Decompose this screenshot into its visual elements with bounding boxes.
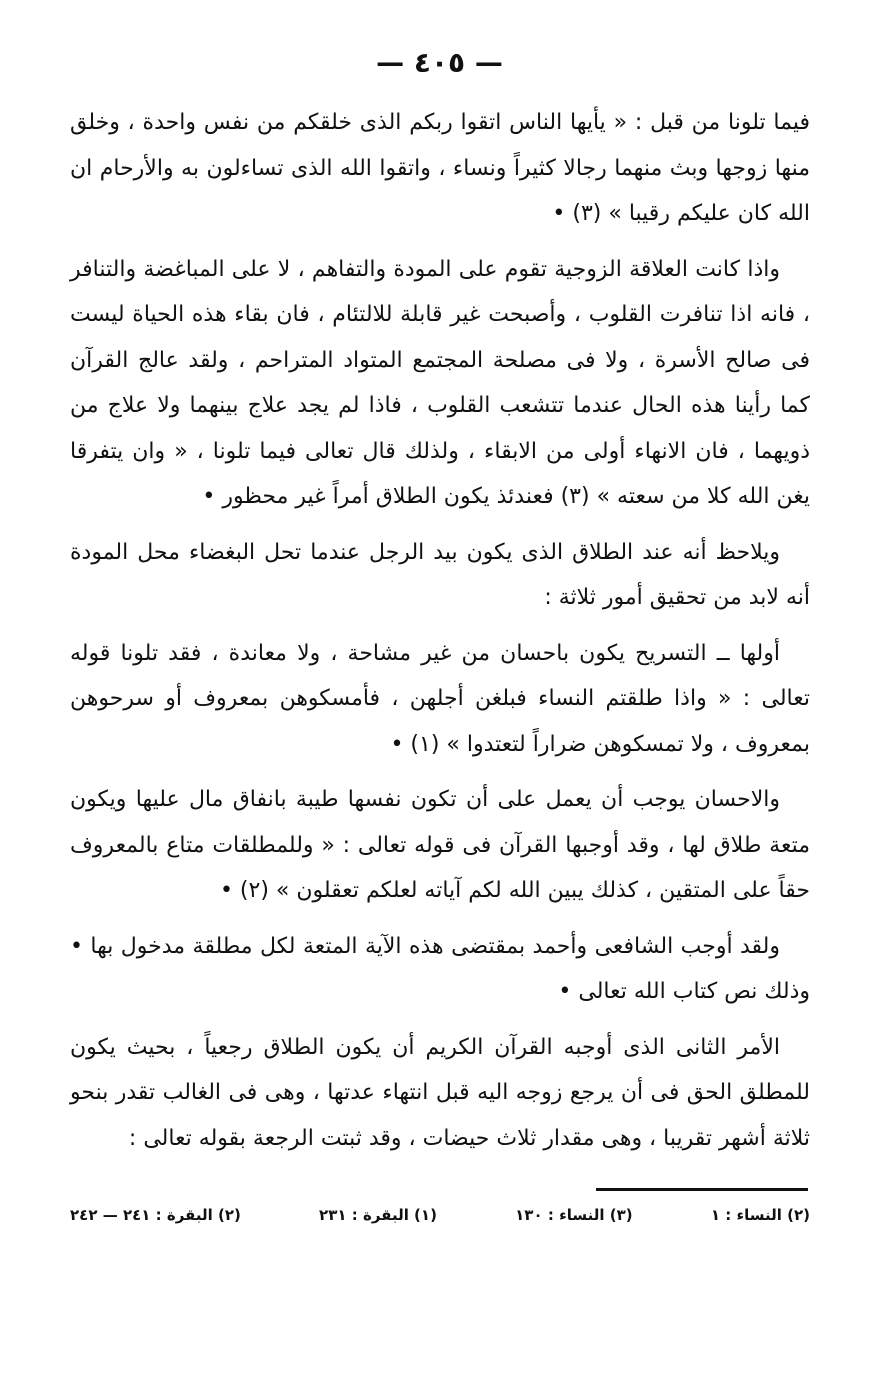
- paragraph: ولقد أوجب الشافعى وأحمد بمقتضى هذه الآية المتعة لكل مطلقة مدخول بها • وذلك نص كتاب الله تعالى •: [70, 933, 810, 1004]
- footnote-divider: [596, 1188, 808, 1191]
- paragraph: ويلاحظ أنه عند الطلاق الذى يكون بيد الرجل عندما تحل البغضاء محل المودة أنه لابد من تحقيق أمور ثلاثة :: [70, 539, 810, 610]
- body-text: [70, 100, 810, 1171]
- footnotes: [70, 1206, 810, 1224]
- footnote: (٣) النساء : ١٣٠: [515, 1206, 633, 1224]
- paragraph: واذا كانت العلاقة الزوجية تقوم على المودة والتفاهم ، لا على المباغضة والتنافر ، فانه اذا تنافرت القلوب ، وأصبحت غير قابلة للالتئام ، فان بقاء هذه الحياة ليست فى صالح الأسرة ، ولا فى مصلحة المجتمع المتواد المتراحم ، ولقد عالج القرآن كما رأينا هذه الحال عندما تتشعب القلوب ، فاذا لم يجد علاج بينهما ولا علاج من ذويهما ، فان الانهاء أولى من الابقاء ، ولذلك قال تعالى فيما تلونا ، « وان يتفرقا يغن الله كلا من سعته » (٣) فعندئذ يكون الطلاق أمراً غير محظور •: [70, 256, 810, 509]
- page-number: — ٤٠٥ —: [376, 46, 503, 79]
- footnote: (٢) البقرة : ٢٤١ — ٢٤٢: [70, 1206, 241, 1224]
- paragraph: والاحسان يوجب أن يعمل على أن تكون نفسها طيبة بانفاق مال عليها ويكون متعة طلاق لها ، وقد أوجبها القرآن فى قوله تعالى : « وللمطلقات متاع بالمعروف حقاً على المتقين ، كذلك يبين الله لكم آياته لعلكم تعقلون » (٢) •: [70, 787, 810, 903]
- paragraph: الأمر الثانى الذى أوجبه القرآن الكريم أن يكون الطلاق رجعياً ، بحيث يكون للمطلق الحق فى أن يرجع زوجه اليه قبل انتهاء عدتها ، وهى فى الغالب تقدر بنحو ثلاثة أشهر تقريبا ، وهى مقدار ثلاث حيضات ، وقد ثبتت الرجعة بقوله تعالى :: [70, 1034, 810, 1151]
- footnote: (٢) النساء : ١: [710, 1206, 810, 1224]
- paragraph: فيما تلونا من قبل : « يأيها الناس اتقوا ربكم الذى خلقكم من نفس واحدة ، وخلق منها زوجها وبث منهما رجالا كثيراً ونساء ، واتقوا الله الذى تساءلون به والأرحام ان الله كان عليكم رقيبا » (٣) •: [70, 110, 810, 226]
- footnote: (١) البقرة : ٢٣١: [319, 1206, 437, 1224]
- paragraph: أولها ــ التسريح يكون باحسان من غير مشاحة ، ولا معاندة ، فقد تلونا قوله تعالى : « واذا طلقتم النساء فبلغن أجلهن ، فأمسكوهن بمعروف أو سرحوهن بمعروف ، ولا تمسكوهن ضراراً لتعتدوا » (١) •: [70, 640, 810, 757]
